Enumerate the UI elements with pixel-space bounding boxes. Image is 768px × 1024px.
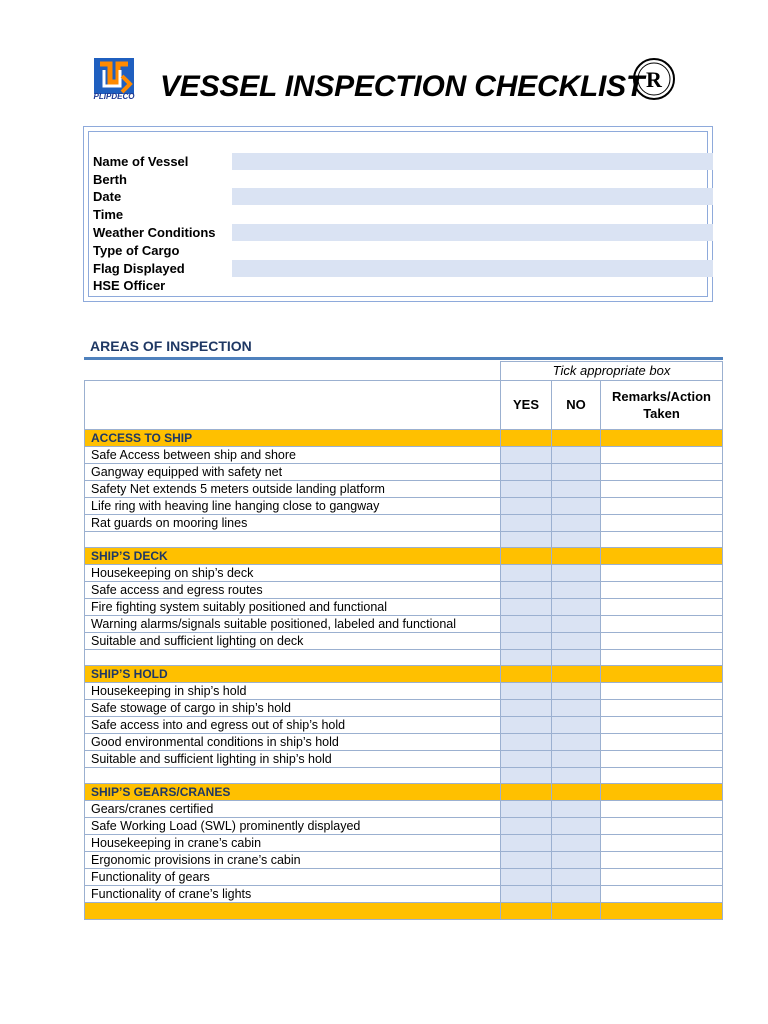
checklist-item-label: Gangway equipped with safety net — [85, 464, 501, 481]
remarks-input[interactable] — [601, 700, 723, 717]
remarks-header: Remarks/Action Taken — [601, 381, 723, 430]
no-checkbox[interactable] — [552, 818, 601, 835]
info-label: HSE Officer — [93, 278, 166, 293]
tick-header-row — [85, 362, 723, 381]
remarks-input[interactable] — [601, 852, 723, 869]
no-checkbox[interactable] — [552, 801, 601, 818]
spacer-remarks-cell — [601, 650, 723, 666]
closing-band-cell — [601, 903, 723, 920]
checklist-item-label: Safe access into and egress out of ship’s hold — [85, 717, 501, 734]
vessel-info-inner — [88, 131, 708, 297]
no-checkbox[interactable] — [552, 734, 601, 751]
yes-checkbox[interactable] — [501, 515, 552, 532]
category-remarks-cell — [601, 666, 723, 683]
tick-blank-cell — [85, 362, 501, 381]
category-no-cell — [552, 430, 601, 447]
tick-label: Tick appropriate box — [501, 362, 723, 381]
spacer-remarks-cell — [601, 532, 723, 548]
no-checkbox[interactable] — [552, 582, 601, 599]
checklist-item-label: Life ring with heaving line hanging close to gangway — [85, 498, 501, 515]
remarks-input[interactable] — [601, 835, 723, 852]
spacer-no-cell — [552, 650, 601, 666]
remarks-input[interactable] — [601, 886, 723, 903]
column-header-row — [85, 381, 723, 430]
checklist-item-label: Warning alarms/signals suitable positioned, labeled and functional — [85, 616, 501, 633]
category-remarks-cell — [601, 784, 723, 801]
yes-checkbox[interactable] — [501, 616, 552, 633]
checklist-item-label: Housekeeping in ship’s hold — [85, 683, 501, 700]
remarks-input[interactable] — [601, 869, 723, 886]
yes-checkbox[interactable] — [501, 751, 552, 768]
checklist-item-label: Rat guards on mooring lines — [85, 515, 501, 532]
no-checkbox[interactable] — [552, 751, 601, 768]
yes-checkbox[interactable] — [501, 869, 552, 886]
remarks-input[interactable] — [601, 717, 723, 734]
checklist-row — [85, 498, 723, 515]
checklist-row — [85, 869, 723, 886]
spacer-no-cell — [552, 768, 601, 784]
remarks-input[interactable] — [601, 481, 723, 498]
no-checkbox[interactable] — [552, 464, 601, 481]
closing-band-cell — [85, 903, 501, 920]
category-label: ACCESS TO SHIP — [85, 430, 501, 447]
yes-checkbox[interactable] — [501, 700, 552, 717]
no-checkbox[interactable] — [552, 700, 601, 717]
info-row — [93, 224, 707, 242]
spacer-cell — [85, 650, 501, 666]
checklist-row — [85, 717, 723, 734]
no-checkbox[interactable] — [552, 515, 601, 532]
info-input-field[interactable] — [232, 224, 713, 241]
no-checkbox[interactable] — [552, 616, 601, 633]
yes-checkbox[interactable] — [501, 683, 552, 700]
no-checkbox[interactable] — [552, 565, 601, 582]
page-title: VESSEL INSPECTION CHECKLIST — [160, 70, 645, 103]
category-yes-cell — [501, 784, 552, 801]
checklist-row — [85, 447, 723, 464]
no-checkbox[interactable] — [552, 869, 601, 886]
inspection-table — [84, 361, 723, 920]
remarks-input[interactable] — [601, 565, 723, 582]
checklist-row — [85, 599, 723, 616]
closing-band-cell — [501, 903, 552, 920]
remarks-input[interactable] — [601, 515, 723, 532]
checklist-item-label: Safe stowage of cargo in ship’s hold — [85, 700, 501, 717]
no-checkbox[interactable] — [552, 633, 601, 650]
remarks-input[interactable] — [601, 818, 723, 835]
yes-checkbox[interactable] — [501, 852, 552, 869]
info-row — [93, 277, 707, 295]
remarks-input[interactable] — [601, 616, 723, 633]
info-label: Time — [93, 207, 124, 222]
info-input-field[interactable] — [232, 153, 713, 170]
info-label: Berth — [93, 172, 127, 187]
spacer-yes-cell — [501, 532, 552, 548]
remarks-input[interactable] — [601, 447, 723, 464]
no-checkbox[interactable] — [552, 599, 601, 616]
checklist-item-label: Gears/cranes certified — [85, 801, 501, 818]
category-row — [85, 666, 723, 683]
checklist-row — [85, 464, 723, 481]
no-checkbox[interactable] — [552, 498, 601, 515]
category-yes-cell — [501, 548, 552, 565]
info-label: Name of Vessel — [93, 154, 189, 169]
no-checkbox[interactable] — [552, 717, 601, 734]
info-input-field[interactable] — [232, 242, 713, 259]
remarks-input[interactable] — [601, 633, 723, 650]
checklist-item-label: Fire fighting system suitably positioned and functional — [85, 599, 501, 616]
closing-band-cell — [552, 903, 601, 920]
no-checkbox[interactable] — [552, 481, 601, 498]
yes-checkbox[interactable] — [501, 464, 552, 481]
yes-checkbox[interactable] — [501, 734, 552, 751]
checklist-row — [85, 835, 723, 852]
category-no-cell — [552, 784, 601, 801]
checklist-item-label: Functionality of gears — [85, 869, 501, 886]
category-row — [85, 548, 723, 565]
remarks-input[interactable] — [601, 751, 723, 768]
checklist-row — [85, 481, 723, 498]
info-input-field[interactable] — [232, 188, 713, 205]
checklist-item-label: Good environmental conditions in ship’s hold — [85, 734, 501, 751]
yes-header: YES — [501, 381, 552, 430]
category-row — [85, 430, 723, 447]
spacer-remarks-cell — [601, 768, 723, 784]
category-yes-cell — [501, 666, 552, 683]
checklist-row — [85, 515, 723, 532]
checklist-item-label: Suitable and sufficient lighting on deck — [85, 633, 501, 650]
info-row — [93, 153, 707, 171]
category-row — [85, 784, 723, 801]
checklist-row — [85, 734, 723, 751]
info-input-field[interactable] — [232, 260, 713, 277]
info-input-field[interactable] — [232, 171, 713, 188]
info-input-field[interactable] — [232, 277, 713, 294]
yes-checkbox[interactable] — [501, 717, 552, 734]
info-row — [93, 260, 707, 278]
yes-checkbox[interactable] — [501, 498, 552, 515]
remarks-input[interactable] — [601, 599, 723, 616]
closing-band-row — [85, 903, 723, 920]
no-header: NO — [552, 381, 601, 430]
no-checkbox[interactable] — [552, 835, 601, 852]
info-row — [93, 171, 707, 189]
info-label: Type of Cargo — [93, 243, 180, 258]
spacer-cell — [85, 768, 501, 784]
category-no-cell — [552, 548, 601, 565]
yes-checkbox[interactable] — [501, 818, 552, 835]
checklist-item-label: Ergonomic provisions in crane’s cabin — [85, 852, 501, 869]
checklist-row — [85, 565, 723, 582]
spacer-no-cell — [552, 532, 601, 548]
yes-checkbox[interactable] — [501, 633, 552, 650]
remarks-input[interactable] — [601, 801, 723, 818]
section-rule — [84, 357, 723, 360]
logo-text: PLIPDECO — [93, 92, 135, 101]
spacer-yes-cell — [501, 768, 552, 784]
checklist-item-label: Suitable and sufficient lighting in ship’s hold — [85, 751, 501, 768]
section-title: AREAS OF INSPECTION — [90, 338, 252, 354]
info-label: Date — [93, 189, 122, 204]
category-label: SHIP’S GEARS/CRANES — [85, 784, 501, 801]
checklist-item-label: Safe Access between ship and shore — [85, 447, 501, 464]
category-yes-cell — [501, 430, 552, 447]
remarks-input[interactable] — [601, 734, 723, 751]
category-remarks-cell — [601, 430, 723, 447]
yes-checkbox[interactable] — [501, 599, 552, 616]
yes-checkbox[interactable] — [501, 481, 552, 498]
info-row — [93, 242, 707, 260]
item-header-cell — [85, 381, 501, 430]
checklist-row — [85, 818, 723, 835]
category-label: SHIP’S DECK — [85, 548, 501, 565]
checklist-row — [85, 700, 723, 717]
info-label: Flag Displayed — [93, 261, 185, 276]
yes-checkbox[interactable] — [501, 835, 552, 852]
spacer-cell — [85, 532, 501, 548]
checklist-item-label: Housekeeping on ship’s deck — [85, 565, 501, 582]
registered-mark-letter: R — [646, 67, 662, 92]
yes-checkbox[interactable] — [501, 565, 552, 582]
remarks-input[interactable] — [601, 683, 723, 700]
category-no-cell — [552, 666, 601, 683]
checklist-item-label: Functionality of crane’s lights — [85, 886, 501, 903]
spacer-row — [85, 532, 723, 548]
checklist-row — [85, 616, 723, 633]
info-input-field[interactable] — [232, 206, 713, 223]
remarks-input[interactable] — [601, 582, 723, 599]
checklist-row — [85, 801, 723, 818]
info-row — [93, 188, 707, 206]
vessel-info-box — [83, 126, 713, 302]
no-checkbox[interactable] — [552, 886, 601, 903]
yes-checkbox[interactable] — [501, 886, 552, 903]
checklist-item-label: Housekeeping in crane’s cabin — [85, 835, 501, 852]
yes-checkbox[interactable] — [501, 582, 552, 599]
registered-mark-icon — [632, 57, 676, 101]
no-checkbox[interactable] — [552, 852, 601, 869]
checklist-item-label: Safety Net extends 5 meters outside landing platform — [85, 481, 501, 498]
checklist-row — [85, 633, 723, 650]
no-checkbox[interactable] — [552, 683, 601, 700]
checklist-item-label: Safe access and egress routes — [85, 582, 501, 599]
spacer-row — [85, 768, 723, 784]
yes-checkbox[interactable] — [501, 447, 552, 464]
category-label: SHIP’S HOLD — [85, 666, 501, 683]
checklist-row — [85, 751, 723, 768]
spacer-row — [85, 650, 723, 666]
checklist-row — [85, 886, 723, 903]
checklist-row — [85, 852, 723, 869]
info-label: Weather Conditions — [93, 225, 216, 240]
remarks-input[interactable] — [601, 498, 723, 515]
checklist-row — [85, 683, 723, 700]
checklist-row — [85, 582, 723, 599]
spacer-yes-cell — [501, 650, 552, 666]
yes-checkbox[interactable] — [501, 801, 552, 818]
remarks-input[interactable] — [601, 464, 723, 481]
info-row — [93, 206, 707, 224]
category-remarks-cell — [601, 548, 723, 565]
no-checkbox[interactable] — [552, 447, 601, 464]
checklist-item-label: Safe Working Load (SWL) prominently displayed — [85, 818, 501, 835]
